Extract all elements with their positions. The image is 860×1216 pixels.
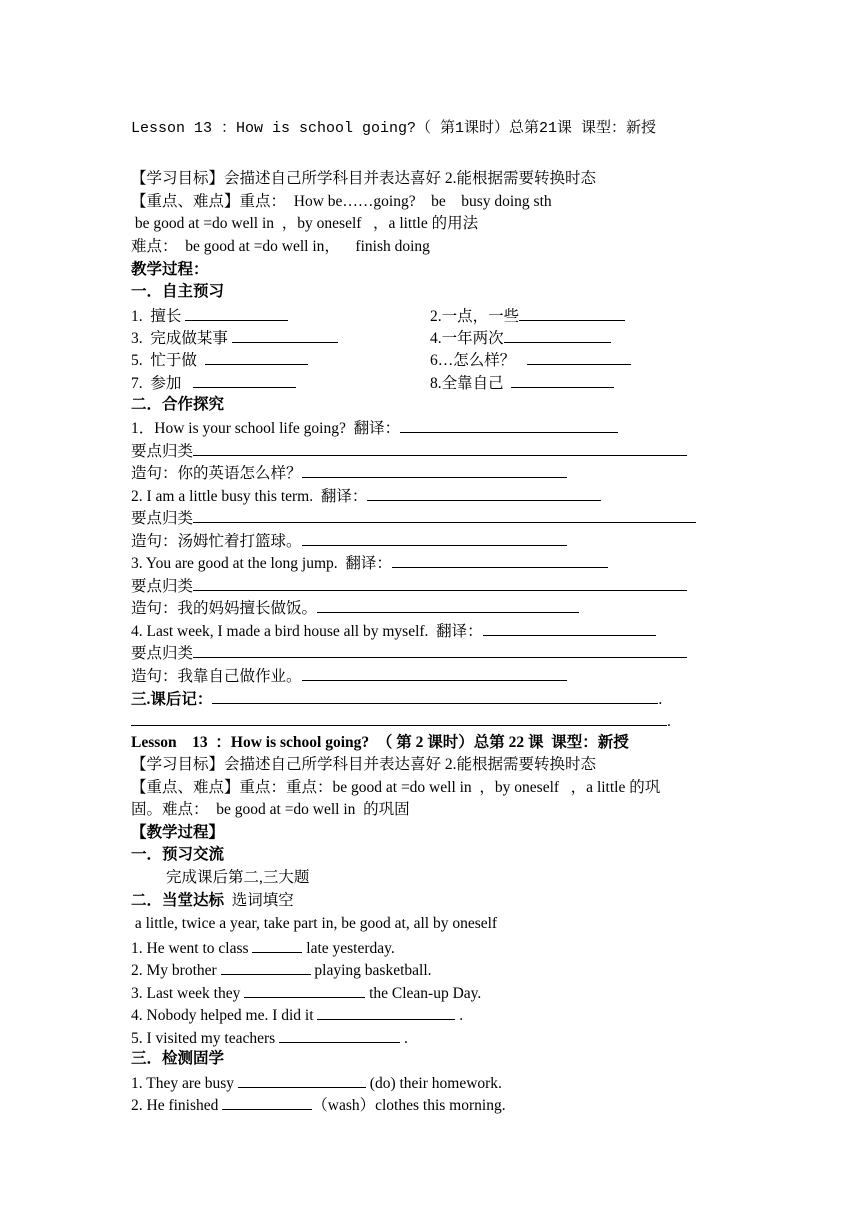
- blank-line[interactable]: [205, 349, 308, 365]
- blank-line[interactable]: [317, 597, 579, 613]
- explore-example-2: 造句：汤姆忙着打篮球。: [131, 530, 567, 552]
- lesson2-title: Lesson 13 ：How is school going? （ 第 2 课时）总第 22 课 课型：新授: [131, 734, 629, 751]
- explore-key-4: 要点归类: [131, 642, 687, 664]
- step1-heading: 一．预习交流: [131, 846, 225, 863]
- explore-sentence-1: 1．How is your school life going? 翻译：: [131, 417, 618, 439]
- blank-line[interactable]: [185, 305, 288, 321]
- blank-line[interactable]: [252, 937, 302, 953]
- lesson1-key-points: 【重点、难点】重点： How be……going? be busy doing sth: [131, 193, 552, 210]
- explore-example-1: 造句：你的英语怎么样？: [131, 462, 567, 484]
- blank-line[interactable]: [392, 552, 608, 568]
- blank-line[interactable]: [302, 665, 567, 681]
- preview-item-6: 6…怎么样？: [430, 349, 631, 371]
- explore-key-3: 要点归类: [131, 575, 687, 597]
- blank-line[interactable]: [232, 327, 338, 343]
- check-item-1: 1. They are busy (do) their homework.: [131, 1072, 502, 1094]
- preview-item-5: 5. 忙于做: [131, 349, 308, 371]
- blank-line[interactable]: [193, 372, 296, 388]
- blank-line[interactable]: [367, 485, 601, 501]
- notes-row: 三.课后记： .: [131, 688, 662, 710]
- explore-sentence-4: 4. Last week, I made a bird house all by myself. 翻译：: [131, 620, 656, 642]
- blank-line[interactable]: [511, 372, 614, 388]
- explore-sentence-3: 3. You are good at the long jump. 翻译：: [131, 552, 608, 574]
- lesson2-process: 【教学过程】: [131, 824, 225, 841]
- preview-item-8: 8.全靠自己: [430, 372, 614, 394]
- preview-item-3: 3. 完成做某事: [131, 327, 338, 349]
- blank-line[interactable]: [400, 417, 618, 433]
- fill-item-4: 4. Nobody helped me. I did it .: [131, 1004, 463, 1026]
- lesson1-key-points-2: be good at =do well in ，by oneself ，a little 的用法: [131, 215, 479, 232]
- blank-line[interactable]: [244, 982, 365, 998]
- preview-item-1: 1. 擅长: [131, 305, 288, 327]
- blank-line[interactable]: [519, 305, 625, 321]
- blank-line[interactable]: [504, 327, 611, 343]
- preview-item-2: 2.一点，一些: [430, 305, 625, 327]
- blank-line[interactable]: [317, 1004, 455, 1020]
- blank-line[interactable]: [222, 1094, 312, 1110]
- step1-text: 完成课后第二,三大题: [166, 869, 310, 886]
- lesson1-title: Lesson 13 ：How is school going?（ 第1课时）总第21课 课型：新授: [131, 120, 657, 137]
- lesson2-key-points-2: 固。难点： be good at =do well in 的巩固: [131, 801, 410, 818]
- preview-item-7: 7. 参加: [131, 372, 296, 394]
- fill-item-1: 1. He went to class late yesterday.: [131, 937, 395, 959]
- blank-line[interactable]: [302, 462, 567, 478]
- blank-line[interactable]: [212, 688, 658, 704]
- step3-heading: 三．检测固学: [131, 1050, 225, 1067]
- preview-item-4: 4.一年两次: [430, 327, 611, 349]
- explore-sentence-2: 2. I am a little busy this term. 翻译：: [131, 485, 601, 507]
- lesson2-objectives: 【学习目标】会描述自己所学科目并表达喜好 2.能根据需要转换时态: [131, 756, 597, 773]
- blank-line[interactable]: [302, 530, 567, 546]
- lesson2-key-points: 【重点、难点】重点：重点：be good at =do well in ，by oneself ，a little 的巩: [131, 779, 661, 796]
- step2-heading-row: 二．当堂达标 选词填空: [131, 892, 294, 909]
- notes-row-2: .: [131, 710, 671, 732]
- blank-line[interactable]: [221, 959, 311, 975]
- blank-line[interactable]: [193, 440, 687, 456]
- check-item-2: 2. He finished （wash）clothes this morning.: [131, 1094, 506, 1116]
- blank-line[interactable]: [193, 575, 687, 591]
- fill-item-3: 3. Last week they the Clean-up Day.: [131, 982, 481, 1004]
- blank-line[interactable]: [131, 710, 667, 726]
- lesson1-process: 教学过程：: [131, 261, 209, 278]
- blank-line[interactable]: [483, 620, 656, 636]
- fill-item-5: 5. I visited my teachers .: [131, 1027, 408, 1049]
- blank-line[interactable]: [527, 349, 631, 365]
- lesson1-objectives: 【学习目标】会描述自己所学科目并表达喜好 2.能根据需要转换时态: [131, 170, 597, 187]
- explore-example-4: 造句：我靠自己做作业。: [131, 665, 567, 687]
- explore-key-2: 要点归类: [131, 507, 696, 529]
- explore-heading: 二．合作探究: [131, 396, 225, 413]
- blank-line[interactable]: [238, 1072, 366, 1088]
- lesson1-difficulty: 难点： be good at =do well in， finish doing: [131, 238, 430, 255]
- preview-heading: 一．自主预习: [131, 283, 225, 300]
- explore-example-3: 造句：我的妈妈擅长做饭。: [131, 597, 579, 619]
- fill-item-2: 2. My brother playing basketball.: [131, 959, 432, 981]
- blank-line[interactable]: [193, 642, 687, 658]
- blank-line[interactable]: [193, 507, 696, 523]
- blank-line[interactable]: [279, 1027, 400, 1043]
- explore-key-1: 要点归类: [131, 440, 687, 462]
- word-bank: a little, twice a year, take part in, be good at, all by oneself: [131, 915, 498, 932]
